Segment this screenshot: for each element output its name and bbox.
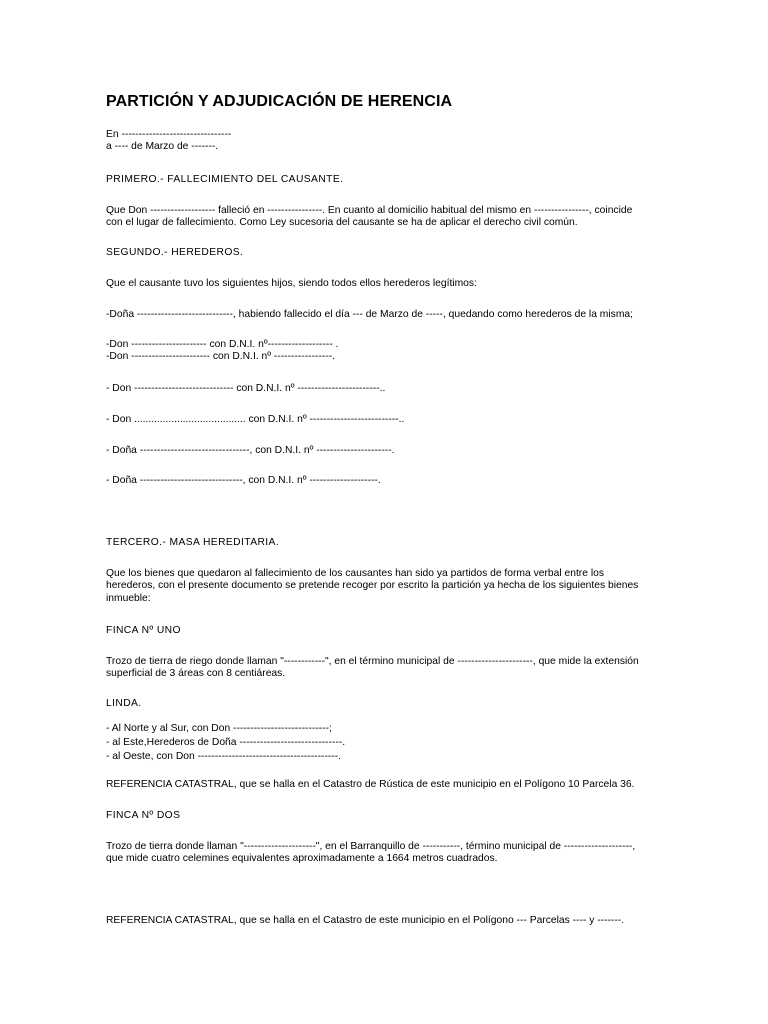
paragraph-line: Trozo de tierra de riego donde llaman "------------", en el término municipal de ----------------------, que mide la extensión: [106, 656, 639, 667]
heir-line: - Doña ------------------------------, con D.N.I. nº --------------------.: [106, 475, 381, 486]
section-heading-segundo: SEGUNDO.- HEREDEROS.: [106, 247, 244, 258]
section-heading-tercero: TERCERO.- MASA HEREDITARIA.: [106, 537, 280, 548]
heir-line: -Doña ----------------------------, habiendo fallecido el día --- de Marzo de -----, quedando como herederos de la misma;: [106, 309, 633, 320]
boundary-line: - al Este,Herederos de Doña ------------------------------.: [106, 737, 346, 748]
boundary-line: - Al Norte y al Sur, con Don ----------------------------;: [106, 723, 332, 734]
paragraph-line: superficial de 3 áreas con 8 centiáreas.: [106, 668, 286, 679]
cadastral-reference-line: REFERENCIA CATASTRAL, que se halla en el Catastro de este municipio en el Polígono --- Parcelas ---- y -------.: [106, 915, 625, 926]
heir-line: - Don ....................................... con D.N.I. nº --------------------------..: [106, 414, 405, 425]
paragraph-line: que mide cuatro celemines equivalentes aproximadamente a 1664 metros cuadrados.: [106, 853, 498, 864]
section-heading-primero: PRIMERO.- FALLECIMIENTO DEL CAUSANTE.: [106, 174, 344, 185]
cadastral-reference-line: REFERENCIA CATASTRAL, que se halla en el Catastro de Rústica de este municipio en el Polígono 10 Parcela 36.: [106, 779, 635, 790]
heir-line: -Don ----------------------- con D.N.I. nº -----------------.: [106, 351, 336, 362]
paragraph-line: Que el causante tuvo los siguientes hijos, siendo todos ellos herederos legítimos:: [106, 278, 477, 289]
place-line: En --------------------------------: [106, 129, 232, 140]
subheading-finca-uno: FINCA Nº UNO: [106, 625, 181, 636]
heir-line: -Don ---------------------- con D.N.I. nº------------------- .: [106, 339, 339, 350]
paragraph-line: con el lugar de fallecimiento. Como Ley sucesoria del causante se ha de aplicar el derecho civil común.: [106, 217, 578, 228]
paragraph-line: Trozo de tierra donde llaman "---------------------", en el Barranquillo de -----------, término municipal de --------------------,: [106, 841, 636, 852]
document-title: PARTICIÓN Y ADJUDICACIÓN DE HERENCIA: [106, 93, 453, 110]
heir-line: - Don ----------------------------- con D.N.I. nº ------------------------..: [106, 383, 386, 394]
paragraph-line: Que los bienes que quedaron al fallecimiento de los causantes han sido ya partidos de forma verbal entre los: [106, 568, 604, 579]
paragraph-line: Que Don ------------------- falleció en ----------------. En cuanto al domicilio habitual del mismo en ----------------, coincide: [106, 205, 633, 216]
subheading-finca-dos: FINCA Nº DOS: [106, 810, 181, 821]
paragraph-line: herederos, con el presente documento se pretende recoger por escrito la partición ya hecha de los siguientes bienes: [106, 580, 639, 591]
heir-line: - Doña --------------------------------, con D.N.I. nº ----------------------.: [106, 445, 395, 456]
boundary-line: - al Oeste, con Don -----------------------------------------.: [106, 751, 342, 762]
subheading-linda: LINDA.: [106, 698, 142, 709]
paragraph-line: inmueble:: [106, 593, 151, 604]
date-line: a ---- de Marzo de -------.: [106, 141, 219, 152]
